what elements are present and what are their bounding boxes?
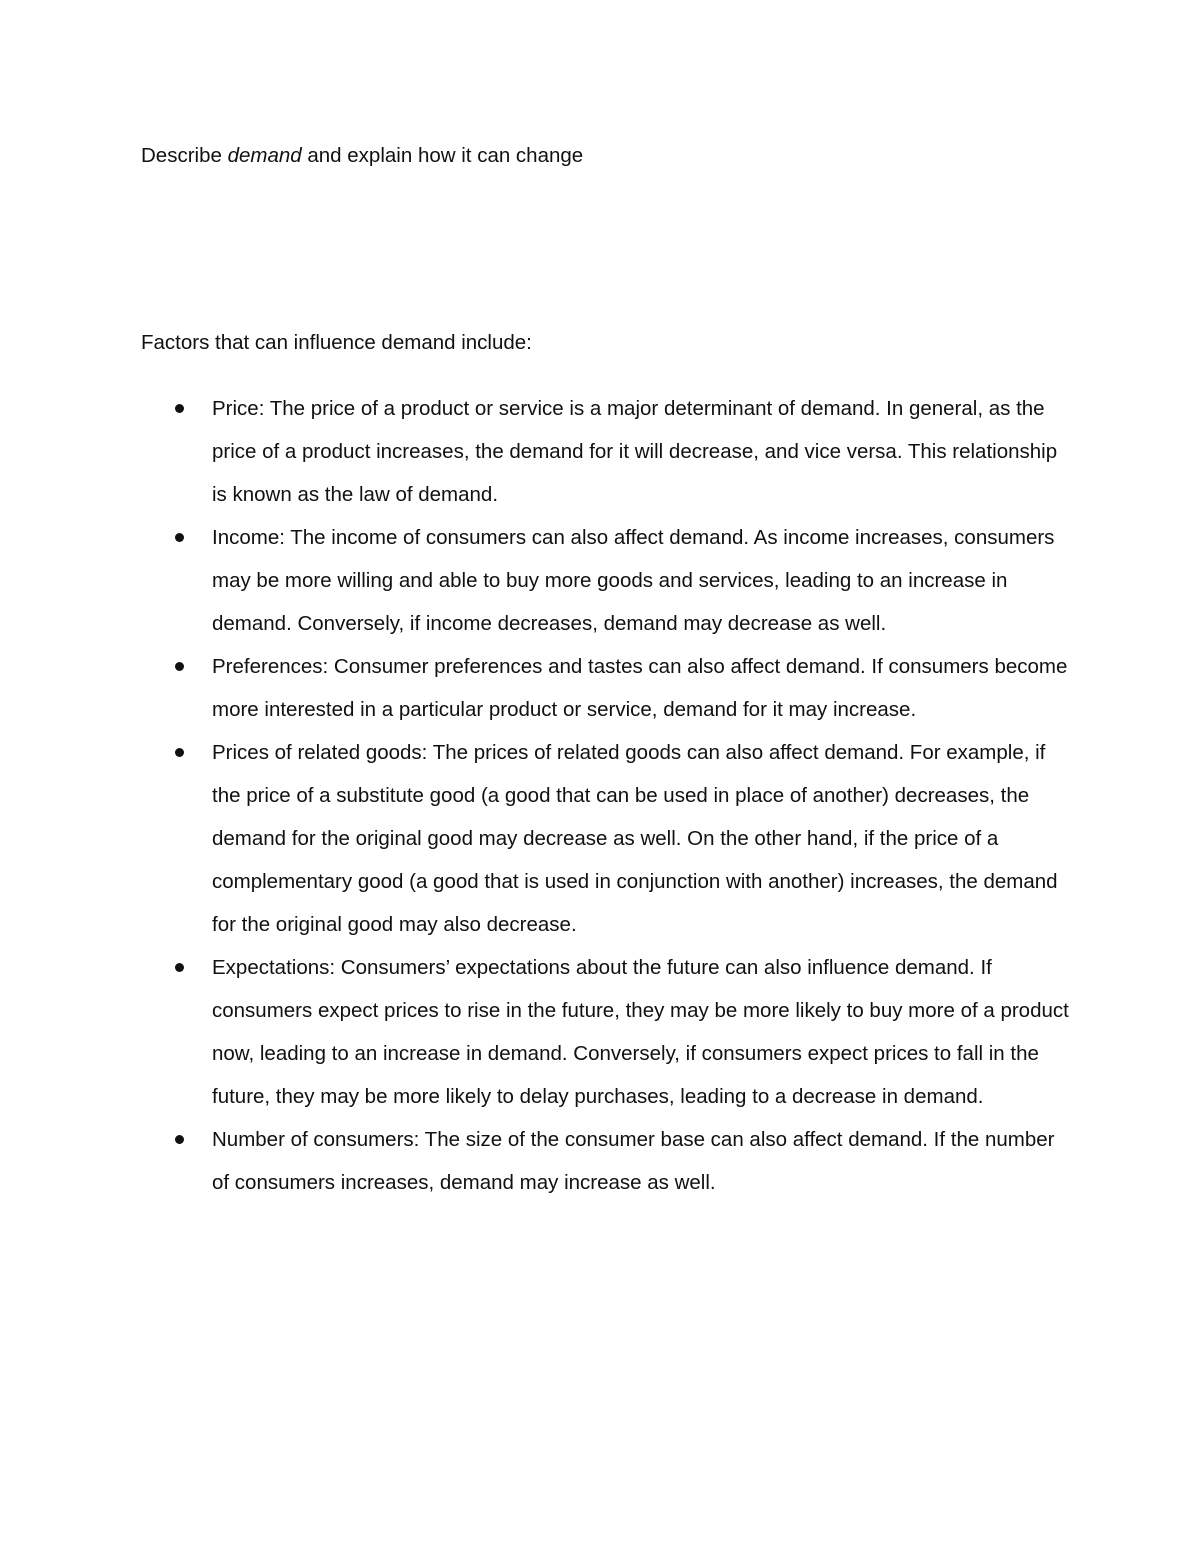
list-item (141, 946, 1071, 1118)
page-title (141, 141, 583, 171)
bullet-icon (175, 404, 184, 413)
list-item-text: Prices of related goods: The prices of related goods can also affect demand. For example, if the price of a substitute good (a good that can be used in place of another) decreases, the demand for the original good may decrease as well. On the other hand, if the price of a complementary good (a good that is used in conjunction with another) increases, the demand for the original good may also decrease. (212, 741, 1058, 936)
list-item (141, 1118, 1071, 1204)
bullet-icon (175, 748, 184, 757)
title-text-part2: and explain how it can change (301, 144, 584, 167)
list-item-text: Price: The price of a product or service is a major determinant of demand. In general, as the price of a product increases, the demand for it will decrease, and vice versa. This relationship is known as the law of demand. (212, 397, 1058, 506)
list-item (141, 516, 1071, 645)
bullet-icon (175, 1135, 184, 1144)
list-item-text: Number of consumers: The size of the consumer base can also affect demand. If the number of consumers increases, demand may increase as well. (212, 1128, 1055, 1194)
factor-list (141, 387, 1071, 1204)
list-item (141, 731, 1071, 946)
list-item-text: Preferences: Consumer preferences and tastes can also affect demand. If consumers become more interested in a particular product or service, demand for it may increase. (212, 655, 1068, 721)
intro-paragraph: Factors that can influence demand include: (141, 331, 532, 354)
list-item (141, 387, 1071, 516)
title-emphasis: demand (227, 144, 302, 167)
title-text-part1: Describe (141, 144, 228, 167)
bullet-icon (175, 662, 184, 671)
list-item-text: Income: The income of consumers can also affect demand. As income increases, consumers may be more willing and able to buy more goods and services, leading to an increase in demand. Conversely, if income decreases, demand may decrease as well. (212, 526, 1055, 635)
list-item-text: Expectations: Consumers’ expectations about the future can also influence demand. If consumers expect prices to rise in the future, they may be more likely to buy more of a product now, leading to an increase in demand. Conversely, if consumers expect prices to fall in the future, they may be more likely to delay purchases, leading to a decrease in demand. (212, 956, 1069, 1108)
bullet-icon (175, 963, 184, 972)
bullet-icon (175, 533, 184, 542)
list-item (141, 645, 1071, 731)
